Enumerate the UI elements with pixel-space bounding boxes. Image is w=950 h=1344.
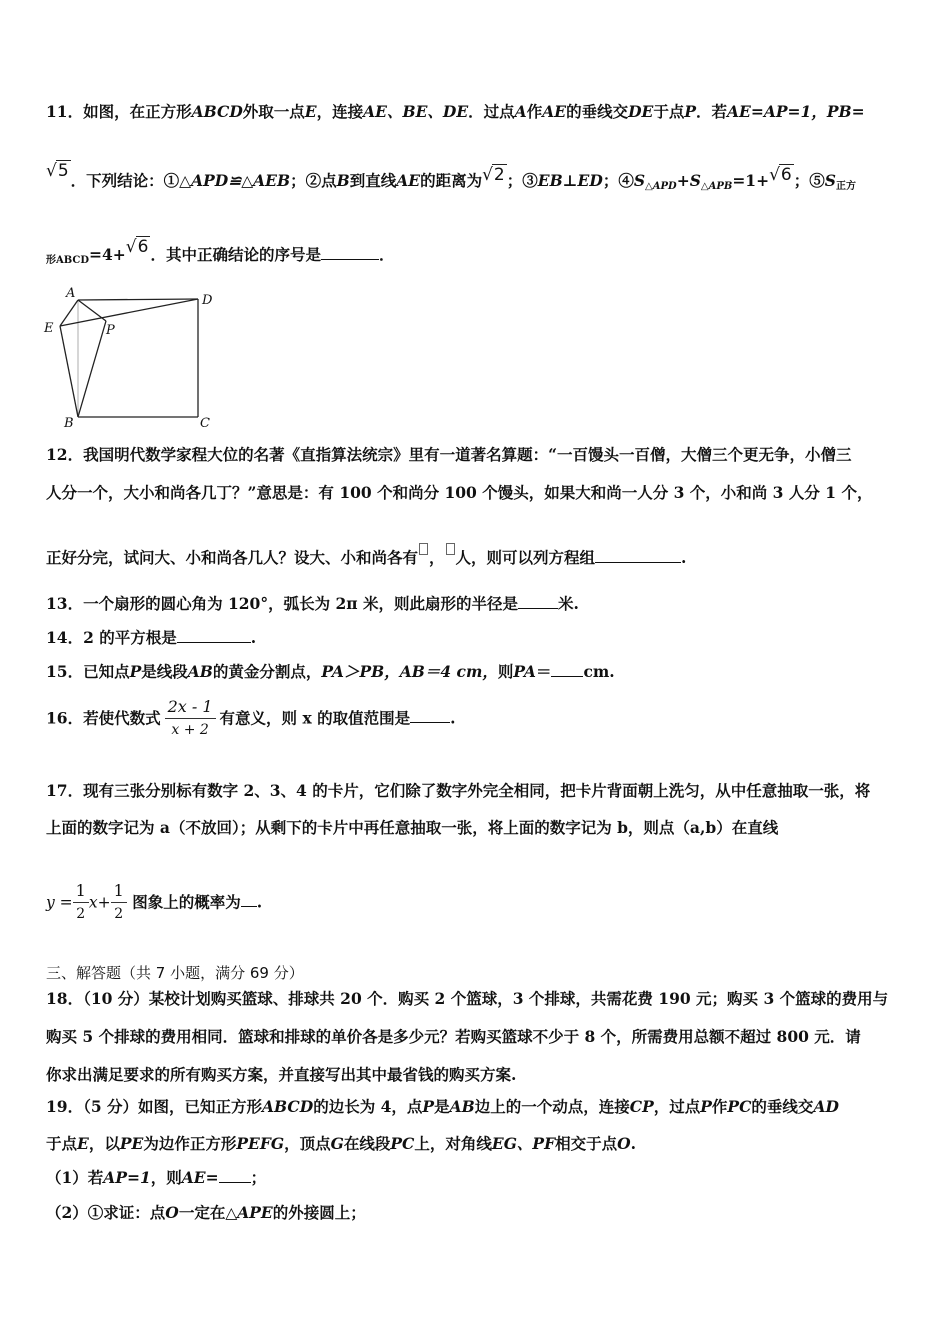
text: O (617, 1134, 631, 1153)
fraction (111, 880, 127, 925)
text: ．过点 (468, 102, 515, 121)
text: P (684, 102, 697, 121)
text: 于点 (46, 1134, 78, 1153)
text: 相交于点 (555, 1134, 618, 1153)
text: =4+ (89, 245, 126, 264)
text: E (77, 1134, 89, 1153)
q17-line1: 17．现有三张分别标有数字 2、3、4 的卡片，它们除了数字外完全相同，把卡片背面朝上洗匀，从中任意抽取一张，将 (46, 781, 871, 800)
text: PC (727, 1097, 752, 1116)
text: AE=AP=1，PB= (727, 102, 865, 121)
text: ．其中正确结论的序号是 (150, 245, 321, 264)
q17-line2: 上面的数字记为 a（不放回）；从剩下的卡片中再任意抽取一张，将上面的数字记为 b，则点（a,b）在直线 (46, 818, 779, 837)
q11-figure (40, 284, 230, 432)
section-heading: 三、解答题（共 7 小题，满分 69 分） (46, 964, 304, 982)
text: PC (390, 1134, 415, 1153)
answer-blank[interactable] (551, 662, 583, 677)
label-B: B (64, 416, 74, 431)
text: ；③ (506, 171, 538, 190)
text: EB⊥ED (537, 171, 603, 190)
text: P (129, 662, 142, 681)
placeholder-box-icon (446, 543, 455, 555)
fraction (165, 696, 216, 741)
text: + (676, 171, 690, 190)
edge-AP (78, 300, 106, 321)
text: 的黄金分割点， (212, 662, 322, 681)
text: 上，对角线 (414, 1134, 492, 1153)
sqrt-5: √5 (46, 161, 69, 181)
text: 则 (497, 662, 514, 681)
text: ．下列结论：①△ (70, 171, 192, 190)
q11-line3 (46, 236, 395, 271)
text: . (681, 548, 687, 567)
text: 一定在△ (178, 1203, 238, 1222)
text: P (700, 1097, 712, 1116)
text: B (336, 171, 350, 190)
text: . (450, 708, 456, 728)
text: y = (46, 893, 73, 912)
answer-blank[interactable] (518, 594, 558, 609)
text: AE (542, 102, 567, 121)
text: （1）若 (46, 1168, 104, 1187)
text: ，过点 (653, 1097, 701, 1116)
radicand: 2 (493, 165, 505, 185)
text: APE (237, 1203, 273, 1222)
text: 正好分完，试问大、小和尚各几人？设大、小和尚各有 (46, 548, 419, 567)
text: P (422, 1097, 435, 1116)
text: AP=1 (103, 1168, 151, 1187)
sqrt-6b: √6 (125, 237, 149, 257)
text: ，连接 (316, 102, 364, 121)
q19-line4 (46, 1203, 366, 1223)
text: AE= (181, 1168, 219, 1187)
text: 于点 (653, 102, 685, 121)
numerator: 1 (73, 880, 89, 903)
numerator: 1 (111, 880, 127, 903)
q19-line3 (46, 1168, 266, 1188)
label-D: D (202, 293, 213, 308)
q18-line3: 你求出满足要求的所有购买方案，并直接写出其中最省钱的购买方案. (46, 1065, 517, 1084)
text: 在线段 (343, 1134, 391, 1153)
text: 的外接圆上； (272, 1203, 366, 1222)
sqrt-2: √2 (482, 165, 505, 185)
radicand: 6 (780, 165, 792, 185)
q11-line2 (46, 160, 856, 197)
text: ．若 (696, 102, 728, 121)
placeholder-box-icon (419, 543, 428, 555)
answer-blank[interactable] (219, 1168, 251, 1183)
text: S (824, 171, 836, 190)
text: 是线段 (141, 662, 188, 681)
answer-blank[interactable] (595, 548, 681, 563)
text: PE (119, 1134, 144, 1153)
text: AB (449, 1097, 475, 1116)
label-A: A (66, 286, 76, 301)
answer-blank[interactable] (410, 708, 450, 723)
text: ；②点 (290, 171, 337, 190)
text: E (304, 102, 317, 121)
text: ． (378, 245, 395, 264)
text: 为边作正方形 (143, 1134, 237, 1153)
answer-blank[interactable] (241, 892, 257, 907)
text: 的距离为 (420, 171, 483, 190)
text: AB (187, 662, 213, 681)
text: PEFG (236, 1134, 285, 1153)
q19-line2 (46, 1134, 636, 1154)
text: 图象上的概率为 (132, 892, 241, 912)
sqrt-6: √6 (769, 165, 792, 185)
text: APD≌△AEB (191, 171, 291, 190)
text: . (630, 1134, 637, 1153)
text: S (633, 171, 646, 190)
text: 16．若使代数式 (46, 708, 161, 728)
text: 作 (711, 1097, 728, 1116)
q14 (46, 628, 256, 648)
text: 人，则可以列方程组 (455, 548, 596, 567)
text: 的边长为 4，点 (313, 1097, 423, 1116)
text: 米. (558, 594, 579, 613)
text: . (250, 628, 257, 647)
label-E: E (44, 321, 54, 336)
text: ， (429, 548, 445, 567)
text: 到直线 (349, 171, 397, 190)
text: ABCD (262, 1097, 314, 1116)
text: O (165, 1203, 179, 1222)
q17-line3 (46, 880, 262, 925)
q12-line1: 12．我国明代数学家程大位的名著《直指算法统宗》里有一道著名算题：“一百馒头一百僧，大僧三个更无争，小僧三 (46, 445, 852, 464)
q18-line1: 18．（10 分）某校计划购买篮球、排球共 20 个．购买 2 个篮球，3 个排球，共需花费 190 元；购买 3 个篮球的费用与 (46, 989, 889, 1008)
text: 19．（5 分）如图，已知正方形 (46, 1097, 263, 1116)
q11-line1 (46, 102, 865, 122)
text: ，以 (88, 1134, 120, 1153)
radicand: 6 (137, 237, 149, 257)
text: G (330, 1134, 344, 1153)
q18-line2: 购买 5 个排球的费用相同．篮球和排球的单价各是多少元？若购买篮球不少于 8 个，所需费用总额不超过 800 元．请 (46, 1027, 861, 1046)
text: CP (629, 1097, 654, 1116)
edge-PB (78, 321, 106, 417)
text: x+ (88, 893, 111, 912)
text: 外取一点 (242, 102, 305, 121)
text: 的垂线交 (566, 102, 629, 121)
text: 作 (526, 102, 543, 121)
text: 14．2 的平方根是 (46, 628, 177, 647)
text: 15．已知点 (46, 662, 130, 681)
answer-blank[interactable] (321, 245, 379, 260)
text: ；⑤ (793, 171, 825, 190)
text: S (689, 171, 701, 190)
denominator: x + 2 (171, 722, 209, 738)
subscript: △APB (700, 181, 733, 192)
text: 是 (434, 1097, 450, 1116)
text: 边上的一个动点，连接 (474, 1097, 630, 1116)
edge-AD (78, 299, 198, 300)
answer-blank[interactable] (177, 628, 251, 643)
numerator: 2x - 1 (165, 696, 216, 719)
q15 (46, 662, 615, 682)
subscript: 形ABCD (46, 255, 90, 266)
edge-EB (60, 326, 78, 417)
text: PA (513, 662, 536, 681)
text: AE (396, 171, 421, 190)
subscript: 正方 (835, 181, 856, 192)
text: 有意义，则 x 的取值范围是 (219, 708, 411, 728)
q13 (46, 594, 579, 614)
text: AD (813, 1097, 839, 1116)
denominator: 2 (76, 906, 86, 922)
text: 的垂线交 (751, 1097, 814, 1116)
q12-line2: 人分一个，大小和尚各几丁？”意思是：有 100 个和尚分 100 个馒头，如果大和尚一人分 3 个，小和尚 3 人分 1 个， (46, 483, 873, 502)
text: ，顶点 (284, 1134, 331, 1153)
text: ，则 (150, 1168, 182, 1187)
radicand: 5 (57, 161, 69, 181)
fraction (73, 880, 89, 925)
subscript: △APD (645, 181, 677, 192)
label-C: C (200, 416, 210, 431)
text: cm. (583, 662, 615, 681)
text: A (514, 102, 527, 121)
text: ； (250, 1168, 267, 1187)
text: =1+ (732, 171, 770, 190)
q12-line3 (46, 543, 686, 568)
q19-line1 (46, 1097, 839, 1117)
text: 13．一个扇形的圆心角为 120°，弧长为 2π 米，则此扇形的半径是 (46, 594, 518, 613)
text: ABCD (191, 102, 243, 121)
text: ＝ (535, 662, 552, 681)
text: AE、BE、DE (363, 102, 469, 121)
label-P: P (106, 323, 115, 338)
q16 (46, 696, 456, 741)
text: （2）①求证：点 (46, 1203, 166, 1222)
denominator: 2 (114, 906, 124, 922)
text: DE (628, 102, 654, 121)
text: EG、PF (491, 1134, 556, 1153)
edge-ED (60, 299, 198, 326)
text: 11．如图，在正方形 (46, 102, 192, 121)
text: ；④ (602, 171, 634, 190)
text: . (256, 892, 263, 912)
edge-EA (60, 300, 78, 326)
text: PA＞PB，AB＝4 cm， (321, 662, 498, 681)
